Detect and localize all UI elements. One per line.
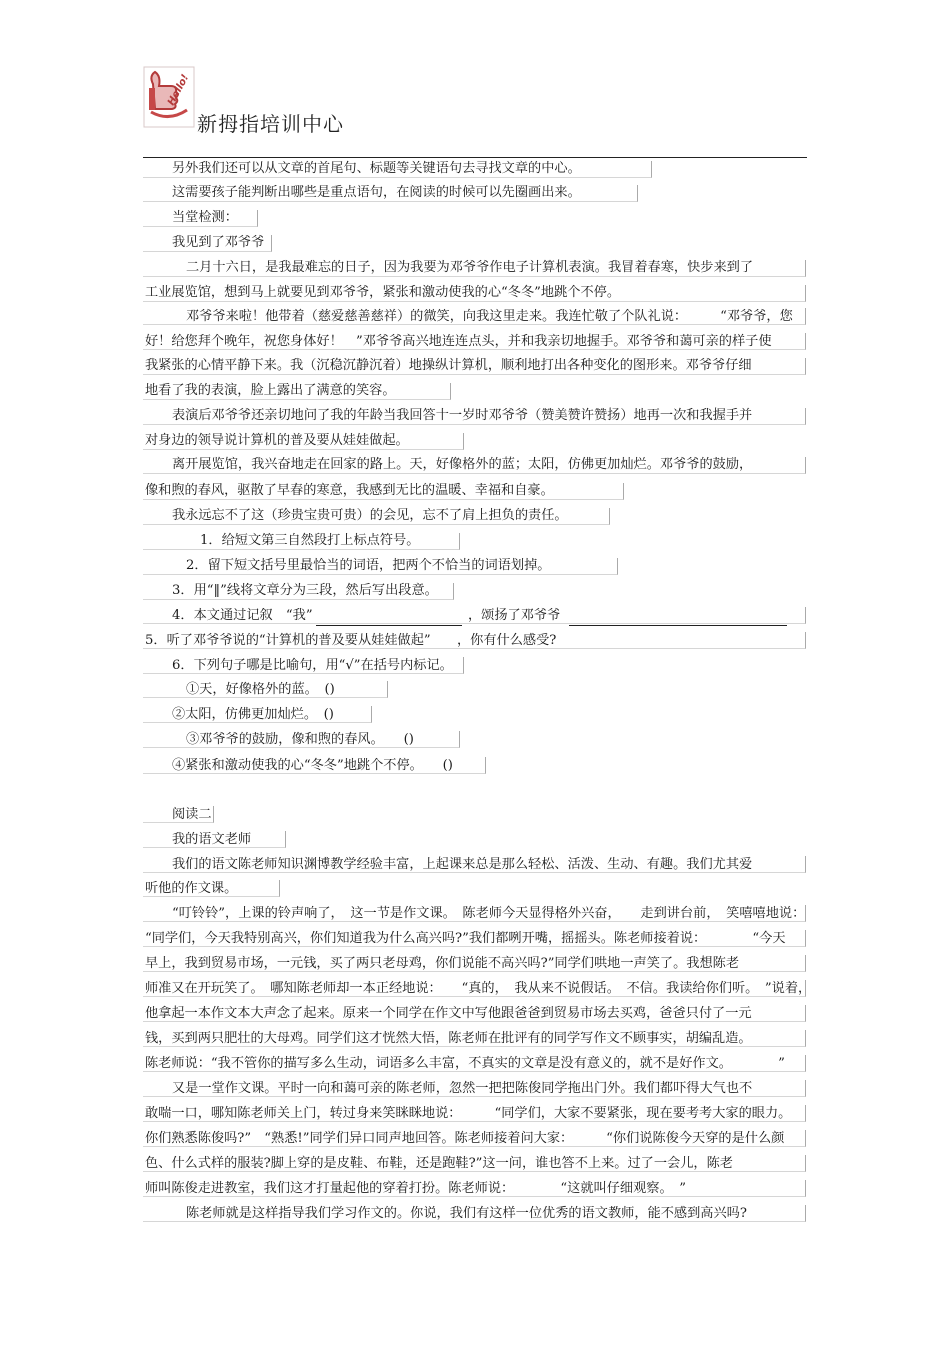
text-line: 我永远忘不了这（珍贵宝贵可贵）的会见，忘不了肩上担负的责任。 bbox=[172, 508, 568, 523]
question: 3．用“‖”线将文章分为三段，然后写出段意。 bbox=[172, 583, 438, 598]
text-line: 像和煦的春风，驱散了早春的寒意，我感到无比的温暖、幸福和自豪。 bbox=[145, 483, 554, 498]
option: ④紧张和激动使我的心“冬冬”地跳个不停。 () bbox=[172, 758, 453, 773]
question: 4．本文通过记叙 “我” bbox=[172, 608, 313, 623]
answer-blank[interactable] bbox=[316, 613, 462, 626]
text-line: 又是一堂作文课。平时一向和蔼可亲的陈老师，忽然一把把陈俊同学拖出门外。我们都吓得大气也不 bbox=[172, 1081, 753, 1096]
text-line: “叮铃铃”，上课的铃声响了， 这一节是作文课。 陈老师今天显得格外兴奋， 走到讲台前， 笑嘻嘻地说： bbox=[172, 906, 806, 921]
text-line: 早上，我到贸易市场，一元钱，买了两只老母鸡，你们说能不高兴吗?”同学们哄地一声笑了。我想陈老 bbox=[145, 956, 740, 971]
text-line: 敢喘一口，哪知陈老师关上门，转过身来笑眯眯地说： “同学们，大家不要紧张，现在要考考大家的眼力。 bbox=[145, 1106, 792, 1121]
question: 2．留下短文括号里最恰当的词语，把两个不恰当的词语划掉。 bbox=[186, 558, 551, 573]
text-line: 钱，买到两只肥壮的大母鸡。同学们这才恍然大悟，陈老师在批评有的同学写作文不顾事实，胡编乱造。 bbox=[145, 1031, 752, 1046]
section-label: 当堂检测： bbox=[172, 210, 238, 225]
question: 5．听了邓爷爷说的“计算机的普及要从娃娃做起” ，你有什么感受? bbox=[145, 633, 557, 648]
answer-blank[interactable] bbox=[569, 613, 787, 626]
text-line: 二月十六日，是我最难忘的日子，因为我要为邓爷爷作电子计算机表演。我冒着春寒，快步来到了 bbox=[186, 260, 754, 275]
option: ③邓爷爷的鼓励，像和煦的春风。 () bbox=[186, 732, 414, 747]
text-line: 你们熟悉陈俊吗?” “熟悉!”同学们异口同声地回答。陈老师接着问大家： “你们说陈俊今天穿的是什么颜 bbox=[145, 1131, 785, 1146]
question: 6．下列句子哪是比喻句，用“√”在括号内标记。 bbox=[172, 658, 453, 673]
text-line: 我紧张的心情平静下来。我（沉稳沉静沉着）地操纵计算机，顺利地打出各种变化的图形来。邓爷爷仔细 bbox=[145, 358, 752, 373]
question-part: ，颂扬了邓爷爷 bbox=[468, 608, 561, 623]
text-line: 表演后邓爷爷还亲切地问了我的年龄当我回答十一岁时邓爷爷（赞美赞许赞扬）地再一次和我握手并 bbox=[172, 408, 753, 423]
text-line: 师准又在开玩笑了。 哪知陈老师却一本正经地说： “真的， 我从来不说假话。 不信。我读给你们听。 ”说着， bbox=[145, 981, 812, 996]
text-line: 离开展览馆，我兴奋地走在回家的路上。天，好像格外的蓝；太阳，仿佛更加灿烂。邓爷爷的鼓励， bbox=[172, 457, 753, 472]
text-line: 我们的语文陈老师知识渊博教学经验丰富，上起课来总是那么轻松、活泼、生动、有趣。我们尤其爱 bbox=[172, 857, 753, 872]
text-line: 听他的作文课。 bbox=[145, 881, 238, 896]
text-line: 师叫陈俊走进教室，我们这才打量起他的穿着打扮。陈老师说： “这就叫仔细观察。 ” bbox=[145, 1181, 686, 1196]
text-line: 好！给您拜个晚年，祝您身体好！ ”邓爷爷高兴地连连点头，并和我亲切地握手。邓爷爷和蔼可亲的样子使 bbox=[145, 334, 772, 349]
text-line: 陈老师说：“我不管你的描写多么生动，词语多么丰富，不真实的文章是没有意义的，就不是好作文。 ” bbox=[145, 1056, 785, 1071]
option: ①天，好像格外的蓝。 () bbox=[186, 682, 335, 697]
article-title: 我见到了邓爷爷 bbox=[172, 235, 265, 250]
section-label: 阅读二 bbox=[172, 807, 212, 822]
thumbs-up-logo-icon bbox=[143, 66, 195, 128]
text-line: “同学们，今天我特别高兴，你们知道我为什么高兴吗?”我们都咧开嘴，摇摇头。陈老师接着说： “今天 bbox=[145, 931, 786, 946]
text-line: 陈老师就是这样指导我们学习作文的。你说，我们有这样一位优秀的语文教师，能不感到高兴吗? bbox=[186, 1206, 747, 1221]
header-divider bbox=[143, 157, 807, 158]
text-line: 另外我们还可以从文章的首尾句、标题等关键语句去寻找文章的中心。 bbox=[172, 161, 581, 176]
text-line: 邓爷爷来啦！他带着（慈爱慈善慈祥）的微笑，向我这里走来。我连忙敬了个队礼说： “邓爷爷，您 bbox=[186, 309, 793, 324]
text-line: 地看了我的表演，脸上露出了满意的笑容。 bbox=[145, 383, 396, 398]
text-line: 对身边的领导说计算机的普及要从娃娃做起。 bbox=[145, 433, 409, 448]
article-title: 我的语文老师 bbox=[172, 832, 252, 847]
logo-text: Hello! bbox=[165, 72, 192, 108]
question: 1．给短文第三自然段打上标点符号。 bbox=[200, 533, 420, 548]
text-line: 这需要孩子能判断出哪些是重点语句，在阅读的时候可以先圈画出来。 bbox=[172, 185, 581, 200]
option: ②太阳，仿佛更加灿烂。 () bbox=[172, 707, 334, 722]
brand-name: 新拇指培训中心 bbox=[197, 112, 344, 136]
text-line: 他拿起一本作文本大声念了起来。原来一个同学在作文中写他跟爸爸到贸易市场去买鸡，爸爸只付了一元 bbox=[145, 1006, 752, 1021]
text-line: 色、什么式样的服装?脚上穿的是皮鞋、布鞋，还是跑鞋?”这一问，谁也答不上来。过了一会儿，陈老 bbox=[145, 1156, 733, 1171]
text-line: 工业展览馆，想到马上就要见到邓爷爷，紧张和激动使我的心“冬冬”地跳个不停。 bbox=[145, 285, 621, 300]
